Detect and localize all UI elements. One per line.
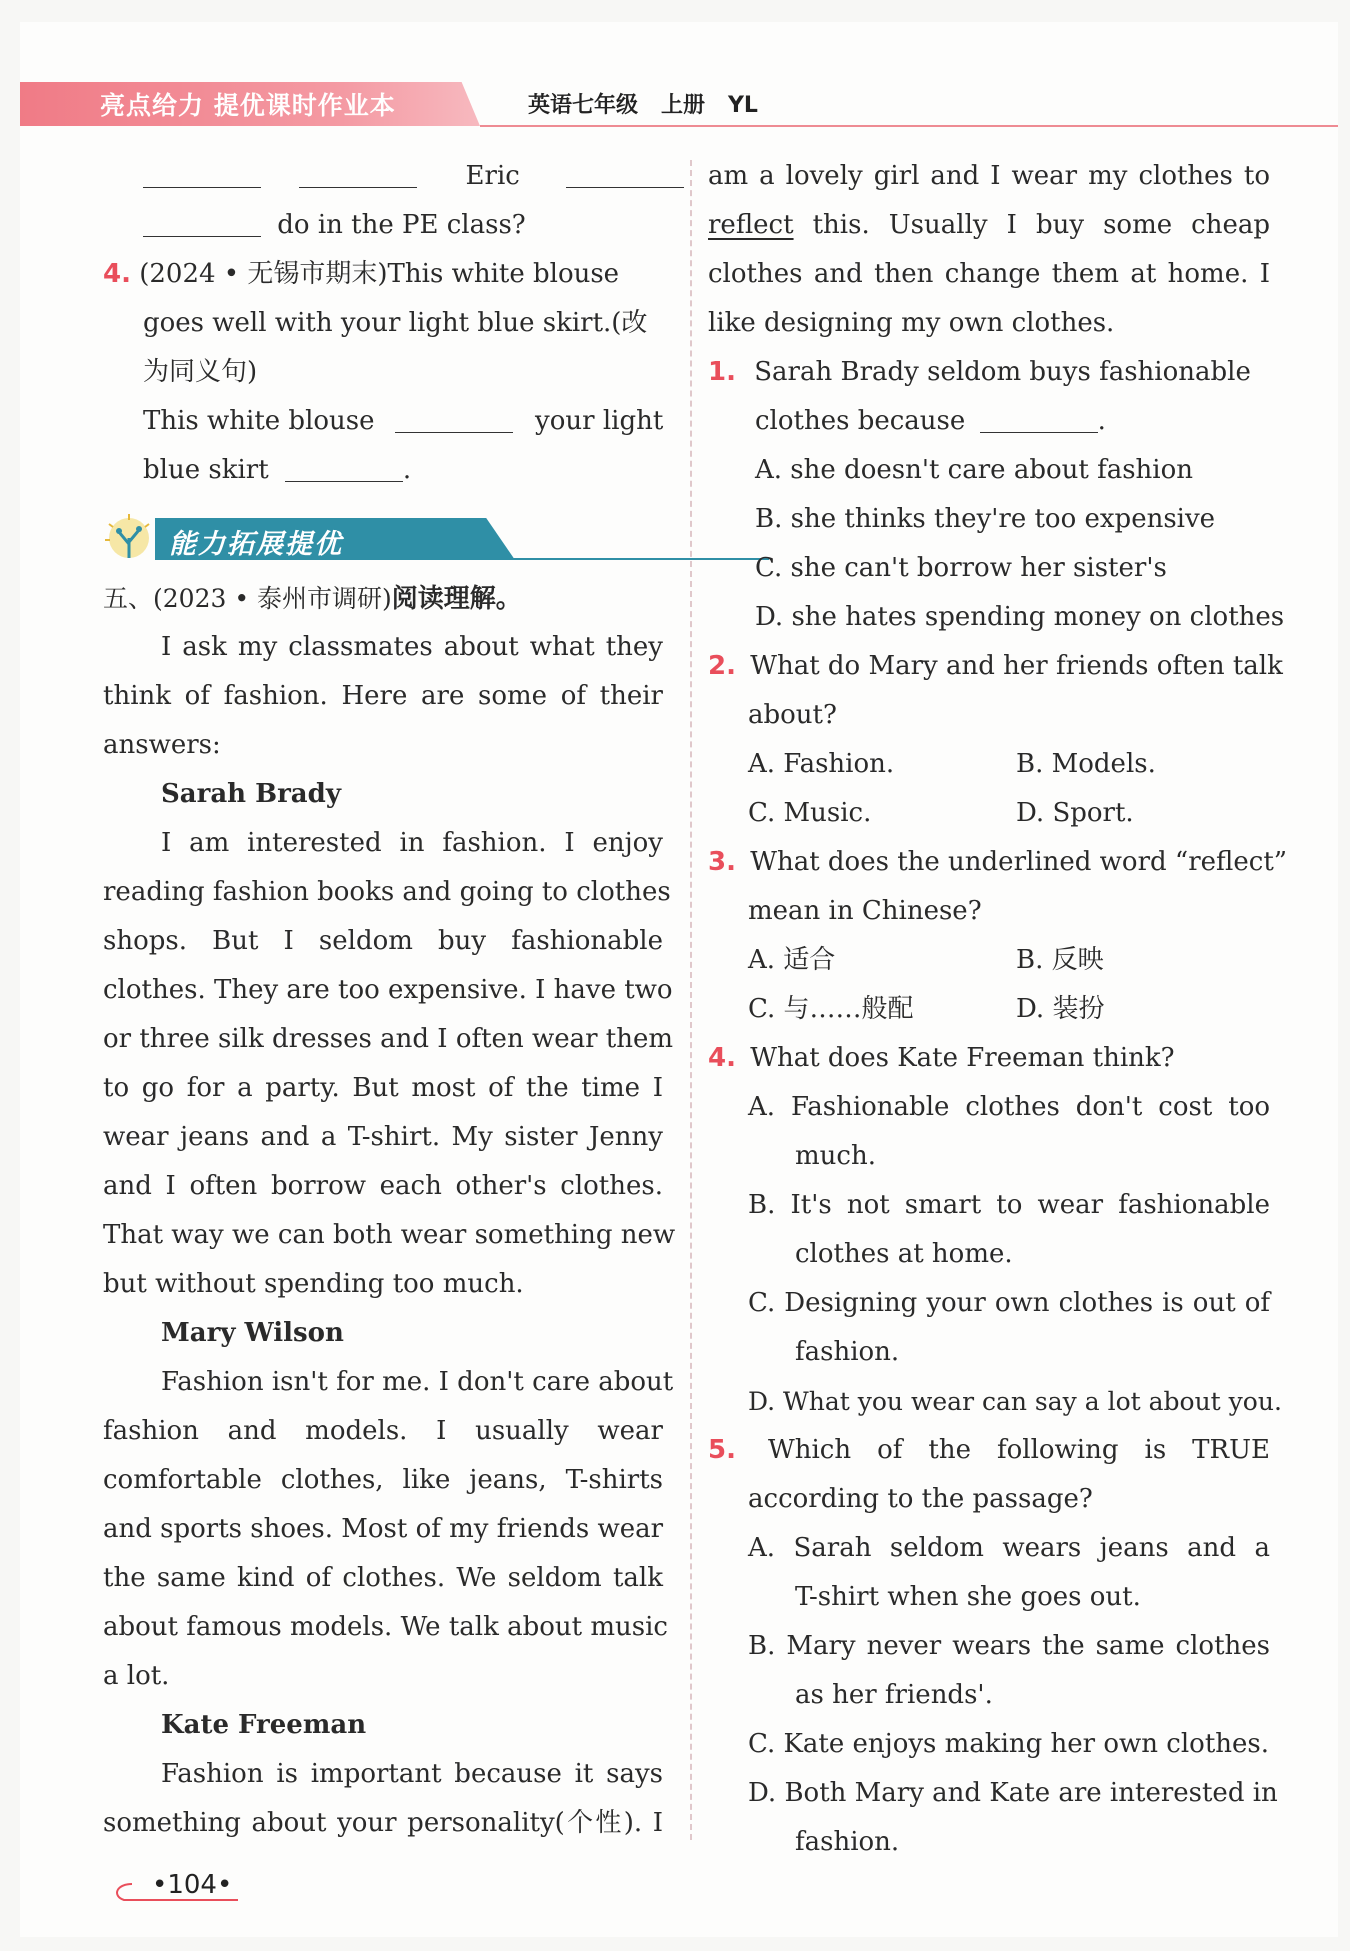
q4-answer-line-1 xyxy=(103,397,668,446)
passage-line: clothes. They are too expensive. I have two xyxy=(103,975,673,1005)
option-a[interactable]: A. Sarah seldom wears jeans and a xyxy=(748,1533,1270,1563)
left-column xyxy=(103,152,668,495)
book-info: 英语七年级 上册 YL xyxy=(528,93,758,118)
series-title: 亮点给力 提优课时作业本 xyxy=(100,91,396,120)
q4-stem-line-1 xyxy=(103,250,668,299)
option-d[interactable]: D. Both Mary and Kate are interested in xyxy=(748,1778,1278,1808)
answer-blank[interactable] xyxy=(299,159,417,188)
passage-line: and sports shoes. Most of my friends wear xyxy=(103,1514,664,1544)
question-number: 1. xyxy=(708,357,736,387)
options-row xyxy=(708,740,1270,789)
option-c[interactable]: C. 与……般配 xyxy=(748,994,914,1024)
q3-answer-line-1 xyxy=(103,152,668,201)
q4-stem-line-3: 为同义句) xyxy=(143,357,258,387)
passage-line: comfortable clothes, like jeans, T-shirts xyxy=(103,1465,663,1495)
tree-icon xyxy=(103,512,161,562)
question-number: 4. xyxy=(103,259,131,289)
option-d[interactable]: D. Sport. xyxy=(1016,798,1134,828)
option-b[interactable]: B. It's not smart to wear fashionable xyxy=(748,1190,1270,1220)
passage-line: I ask my classmates about what they xyxy=(161,632,663,662)
question-text: Sarah Brady seldom buys fashionable xyxy=(754,357,1251,387)
underlined-word: reflect xyxy=(708,210,794,240)
banner-title: 能力拓展提优 xyxy=(169,529,343,560)
section-heading xyxy=(103,574,663,623)
option-a-cont: much. xyxy=(795,1141,876,1171)
option-b[interactable]: B. she thinks they're too expensive xyxy=(755,504,1216,534)
option-b[interactable]: B. 反映 xyxy=(1016,945,1104,975)
passage-line: the same kind of clothes. We seldom talk xyxy=(103,1563,663,1593)
option-a[interactable]: A. Fashionable clothes don't cost too xyxy=(748,1092,1270,1122)
options-row xyxy=(708,985,1270,1034)
option-d[interactable]: D. What you wear can say a lot about you. xyxy=(748,1387,1282,1416)
reading-passage-left xyxy=(103,574,676,1848)
passage-line: am a lovely girl and I wear my clothes to xyxy=(708,161,1270,191)
passage-line: wear jeans and a T-shirt. My sister Jenny xyxy=(103,1122,663,1152)
passage-line: something about your personality(个性). I xyxy=(103,1808,663,1838)
question-number: 2. xyxy=(708,651,736,681)
option-c[interactable]: C. Music. xyxy=(748,798,872,828)
passage-line: to go for a party. But most of the time I xyxy=(103,1073,663,1103)
option-c[interactable]: C. she can't borrow her sister's xyxy=(755,553,1167,583)
option-c[interactable]: C. Designing your own clothes is out of xyxy=(748,1288,1270,1318)
question-text: What do Mary and her friends often talk xyxy=(750,651,1283,681)
question-text-cont: about? xyxy=(748,700,837,730)
q4-answer-line-2 xyxy=(103,446,668,495)
question-4-stem xyxy=(708,1034,1270,1083)
question-3-stem xyxy=(708,838,1288,887)
passage-line: think of fashion. Here are some of their xyxy=(103,681,663,711)
question-text-cont: according to the passage? xyxy=(748,1484,1093,1514)
passage-line: Fashion is important because it says xyxy=(161,1759,663,1789)
q4-text: (2024 • 无锡市期末)This white blouse xyxy=(139,259,620,289)
question-number: 3. xyxy=(708,847,736,877)
answer-blank[interactable] xyxy=(980,404,1098,433)
option-b-cont: clothes at home. xyxy=(795,1239,1013,1269)
passage-line: Fashion isn't for me. I don't care about xyxy=(161,1367,674,1397)
passage-line: reading fashion books and going to clothes xyxy=(103,877,671,907)
q4-answer-text: This white blouse xyxy=(143,406,375,436)
answer-blank[interactable] xyxy=(566,159,684,188)
passage-text: this. Usually I buy some cheap xyxy=(812,210,1270,240)
passage-line: or three silk dresses and I often wear them xyxy=(103,1024,674,1054)
q4-answer-text: blue skirt xyxy=(143,455,269,485)
option-b[interactable]: B. Models. xyxy=(1016,749,1156,779)
option-b[interactable]: B. Mary never wears the same clothes xyxy=(748,1631,1270,1661)
page-number: •104• xyxy=(152,1870,233,1900)
right-column xyxy=(708,152,1288,1867)
passage-line: a lot. xyxy=(103,1661,170,1691)
section-banner xyxy=(103,512,668,562)
passage-line: clothes and then change them at home. I xyxy=(708,259,1270,289)
answer-blank[interactable] xyxy=(285,453,403,482)
passage-line: That way we can both wear something new xyxy=(103,1220,676,1250)
passage-line: about famous models. We talk about music xyxy=(103,1612,668,1642)
q4-period: . xyxy=(402,455,412,485)
option-a[interactable]: A. Fashion. xyxy=(748,749,895,779)
question-1-stem-cont: clothes because . xyxy=(755,406,1106,436)
question-text: clothes because xyxy=(755,406,966,436)
question-text-cont: mean in Chinese? xyxy=(748,896,982,926)
q4-answer-text: your light xyxy=(535,406,664,436)
question-1-stem xyxy=(708,348,1270,397)
question-5-stem xyxy=(708,1426,1270,1475)
passage-line: but without spending too much. xyxy=(103,1269,524,1299)
q4-stem-line-2: goes well with your light blue skirt.(改 xyxy=(143,308,648,338)
question-number: 5. xyxy=(708,1435,736,1465)
question-2-stem xyxy=(708,642,1283,691)
passage-line: like designing my own clothes. xyxy=(708,308,1115,338)
column-divider xyxy=(690,160,692,1840)
answer-blank[interactable] xyxy=(395,404,513,433)
option-d[interactable]: D. she hates spending money on clothes xyxy=(755,602,1285,632)
question-text: What does Kate Freeman think? xyxy=(750,1043,1175,1073)
option-b-cont: as her friends'. xyxy=(795,1680,993,1710)
passage-line: I am interested in fashion. I enjoy xyxy=(161,828,663,858)
q3-word-eric: Eric xyxy=(465,161,520,191)
passage-line: and I often borrow each other's clothes. xyxy=(103,1171,663,1201)
answer-blank[interactable] xyxy=(143,208,261,237)
speaker-name: Mary Wilson xyxy=(161,1318,344,1348)
passage-line: answers: xyxy=(103,730,221,760)
question-text: Which of the following is TRUE xyxy=(767,1435,1270,1465)
option-a[interactable]: A. she doesn't care about fashion xyxy=(755,455,1194,485)
speaker-name: Sarah Brady xyxy=(161,779,341,809)
q3-answer-line-2 xyxy=(103,201,668,250)
question-number: 4. xyxy=(708,1043,736,1073)
passage-line: shops. But I seldom buy fashionable xyxy=(103,926,663,956)
options-row xyxy=(708,936,1270,985)
passage-line: fashion and models. I usually wear xyxy=(103,1416,663,1446)
q3-line-2-text: do in the PE class? xyxy=(277,210,526,240)
option-c-cont: fashion. xyxy=(795,1337,900,1367)
question-text: What does the underlined word “reflect” xyxy=(750,847,1288,877)
header-rule xyxy=(480,125,1338,127)
answer-blank[interactable] xyxy=(143,159,261,188)
option-a[interactable]: A. 适合 xyxy=(748,945,836,975)
section-source: 五、(2023 • 泰州市调研) xyxy=(103,584,392,613)
option-c[interactable]: C. Kate enjoys making her own clothes. xyxy=(748,1729,1270,1759)
option-d-cont: fashion. xyxy=(795,1827,900,1857)
option-d[interactable]: D. 装扮 xyxy=(1016,994,1105,1024)
passage-line xyxy=(708,201,1270,250)
section-title: 阅读理解。 xyxy=(391,584,522,614)
options-row xyxy=(708,789,1270,838)
speaker-name: Kate Freeman xyxy=(161,1710,367,1740)
option-a-cont: T-shirt when she goes out. xyxy=(795,1582,1141,1612)
